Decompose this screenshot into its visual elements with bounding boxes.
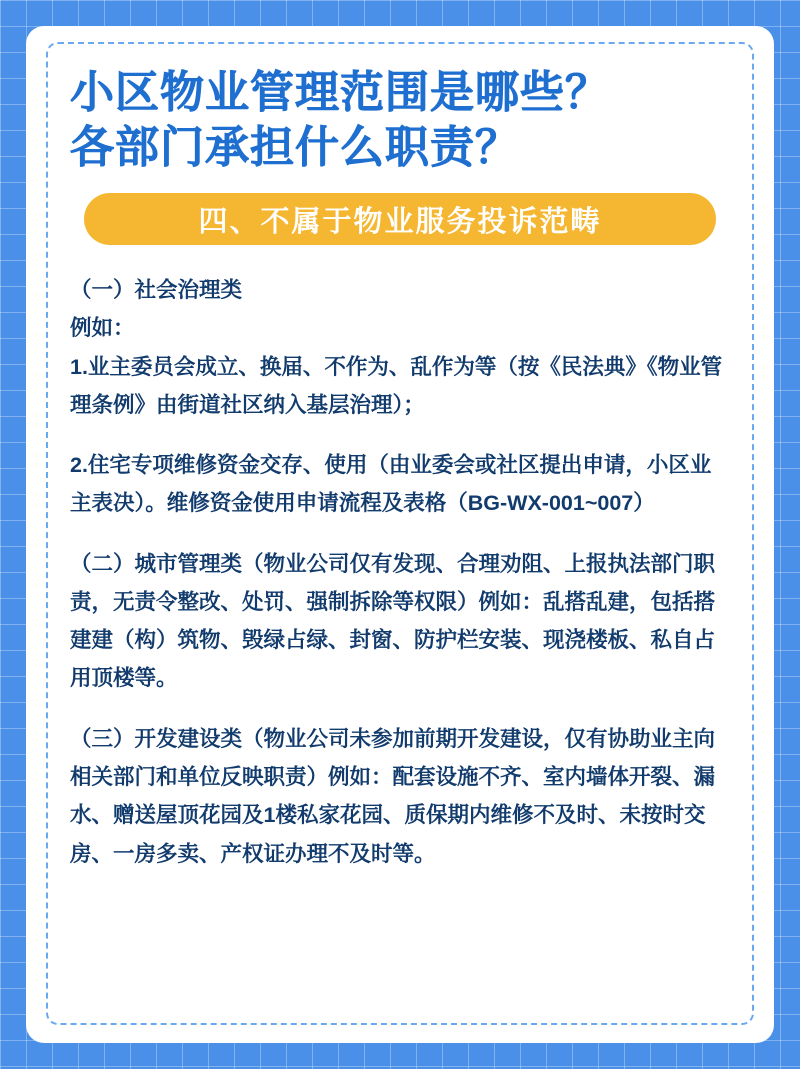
paragraph-3: 1.业主委员会成立、换届、不作为、乱作为等（按《民法典》《物业管理条例》由街道社区纳入基层治理）；: [70, 354, 723, 417]
poster-card: [26, 26, 774, 1043]
section-banner: [84, 193, 716, 245]
paragraph-6: （三）开发建设类（物业公司未参加前期开发建设，仅有协助业主向相关部门和单位反映职责）例如：配套设施不齐、室内墙体开裂、漏水、赠送屋顶花园及1楼私家花园、质保期内维修不及时、未按时交房、一房多卖、产权证办理不及时等。: [70, 726, 716, 866]
paragraph-1: （一）社会治理类: [70, 278, 243, 303]
page-title: [70, 66, 730, 175]
body-text: [70, 271, 730, 873]
page-title-line-1: 小区物业管理范围是哪些？: [70, 68, 610, 117]
paragraph-5: （二）城市管理类（物业公司仅有发现、合理劝阻、上报执法部门职责，无责令整改、处罚、强制拆除等权限）例如：乱搭乱建，包括搭建建（构）筑物、毁绿占绿、封窗、防护栏安装、现浇楼板、私自占用顶楼等。: [70, 551, 716, 691]
page-title-line-2: 各部门承担什么职责？: [70, 122, 520, 172]
paragraph-2: 例如：: [70, 316, 135, 341]
paragraph-4: 2.住宅专项维修资金交存、使用（由业委会或社区提出申请，小区业主表决）。维修资金使用申请流程及表格（BG-WX-001~007）: [70, 453, 712, 516]
poster-content: [70, 66, 730, 1013]
section-banner-label: 四、不属于物业服务投诉范畴: [198, 205, 602, 238]
